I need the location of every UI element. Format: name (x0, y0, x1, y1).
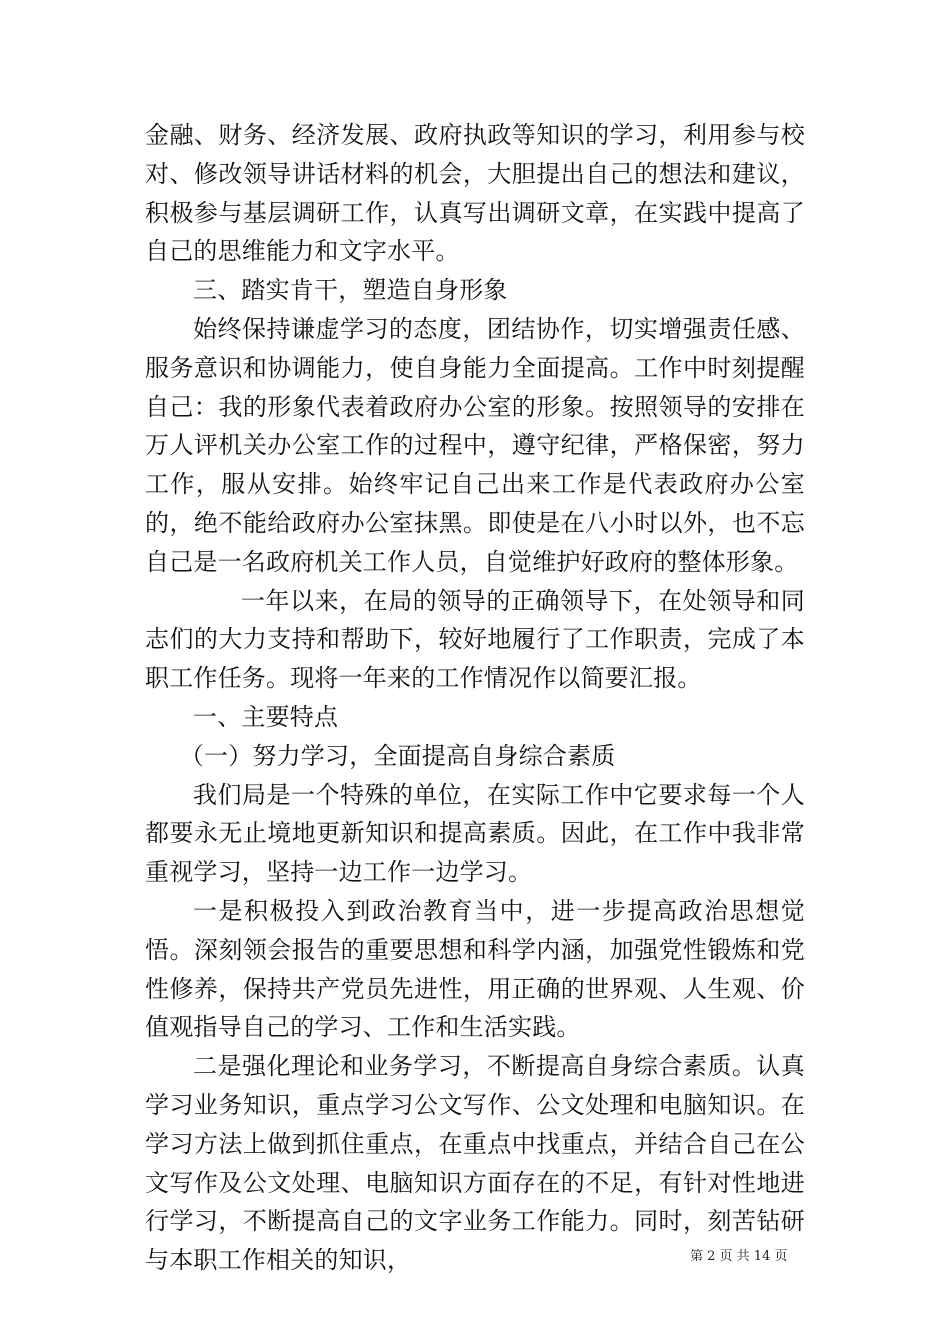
paragraph-political-education: 一是积极投入到政治教育当中，进一步提高政治思想觉悟。深刻领会报告的重要思想和科学内涵，加强党性锻炼和党性修养，保持共产党员先进性，用正确的世界观、人生观、价值观指导自己的学习、工作和生活实践。 (145, 896, 805, 1042)
page-number-footer: 第 2 页 共 14 页 (690, 1249, 788, 1264)
paragraph-annual-intro: 一年以来，在局的领导的正确领导下，在处领导和同志们的大力支持和帮助下，较好地履行了工作职责，完成了本职工作任务。现将一年来的工作情况作以简要汇报。 (145, 586, 805, 693)
paragraph-business-study: 二是强化理论和业务学习，不断提高自身综合素质。认真学习业务知识，重点学习公文写作、公文处理和电脑知识。在学习方法上做到抓住重点，在重点中找重点，并结合自己在公文写作及公文处理、电脑知识方面存在的不足，有针对性地进行学习，不断提高自己的文字业务工作能力。同时，刻苦钻研与本职工作相关的知识， (145, 1052, 805, 1275)
section-heading-3: 三、踏实肯干，塑造自身形象 (193, 276, 508, 305)
section-heading-1: 一、主要特点 (193, 702, 339, 731)
paragraph-continuation: 金融、财务、经济发展、政府执政等知识的学习，利用参与校对、修改领导讲话材料的机会，大胆提出自己的想法和建议，积极参与基层调研工作，认真写出调研文章，在实践中提高了自己的思维能力和文字水平。 (145, 121, 805, 266)
paragraph-image-building: 始终保持谦虚学习的态度，团结协作，切实增强责任感、服务意识和协调能力，使自身能力全面提高。工作中时刻提醒自己：我的形象代表着政府办公室的形象。按照领导的安排在万人评机关办公室工作的过程中，遵守纪律，严格保密，努力工作，服从安排。始终牢记自己出来工作是代表政府办公室的，绝不能给政府办公室抹黑。即使是在八小时以外，也不忘自己是一名政府机关工作人员，自觉维护好政府的整体形象。 (145, 314, 805, 576)
paragraph-special-unit: 我们局是一个特殊的单位，在实际工作中它要求每一个人都要永无止境地更新知识和提高素质。因此，在工作中我非常重视学习，坚持一边工作一边学习。 (145, 780, 805, 887)
subsection-heading-1: （一）努力学习，全面提高自身综合素质 (179, 741, 616, 770)
document-body (145, 116, 805, 1280)
